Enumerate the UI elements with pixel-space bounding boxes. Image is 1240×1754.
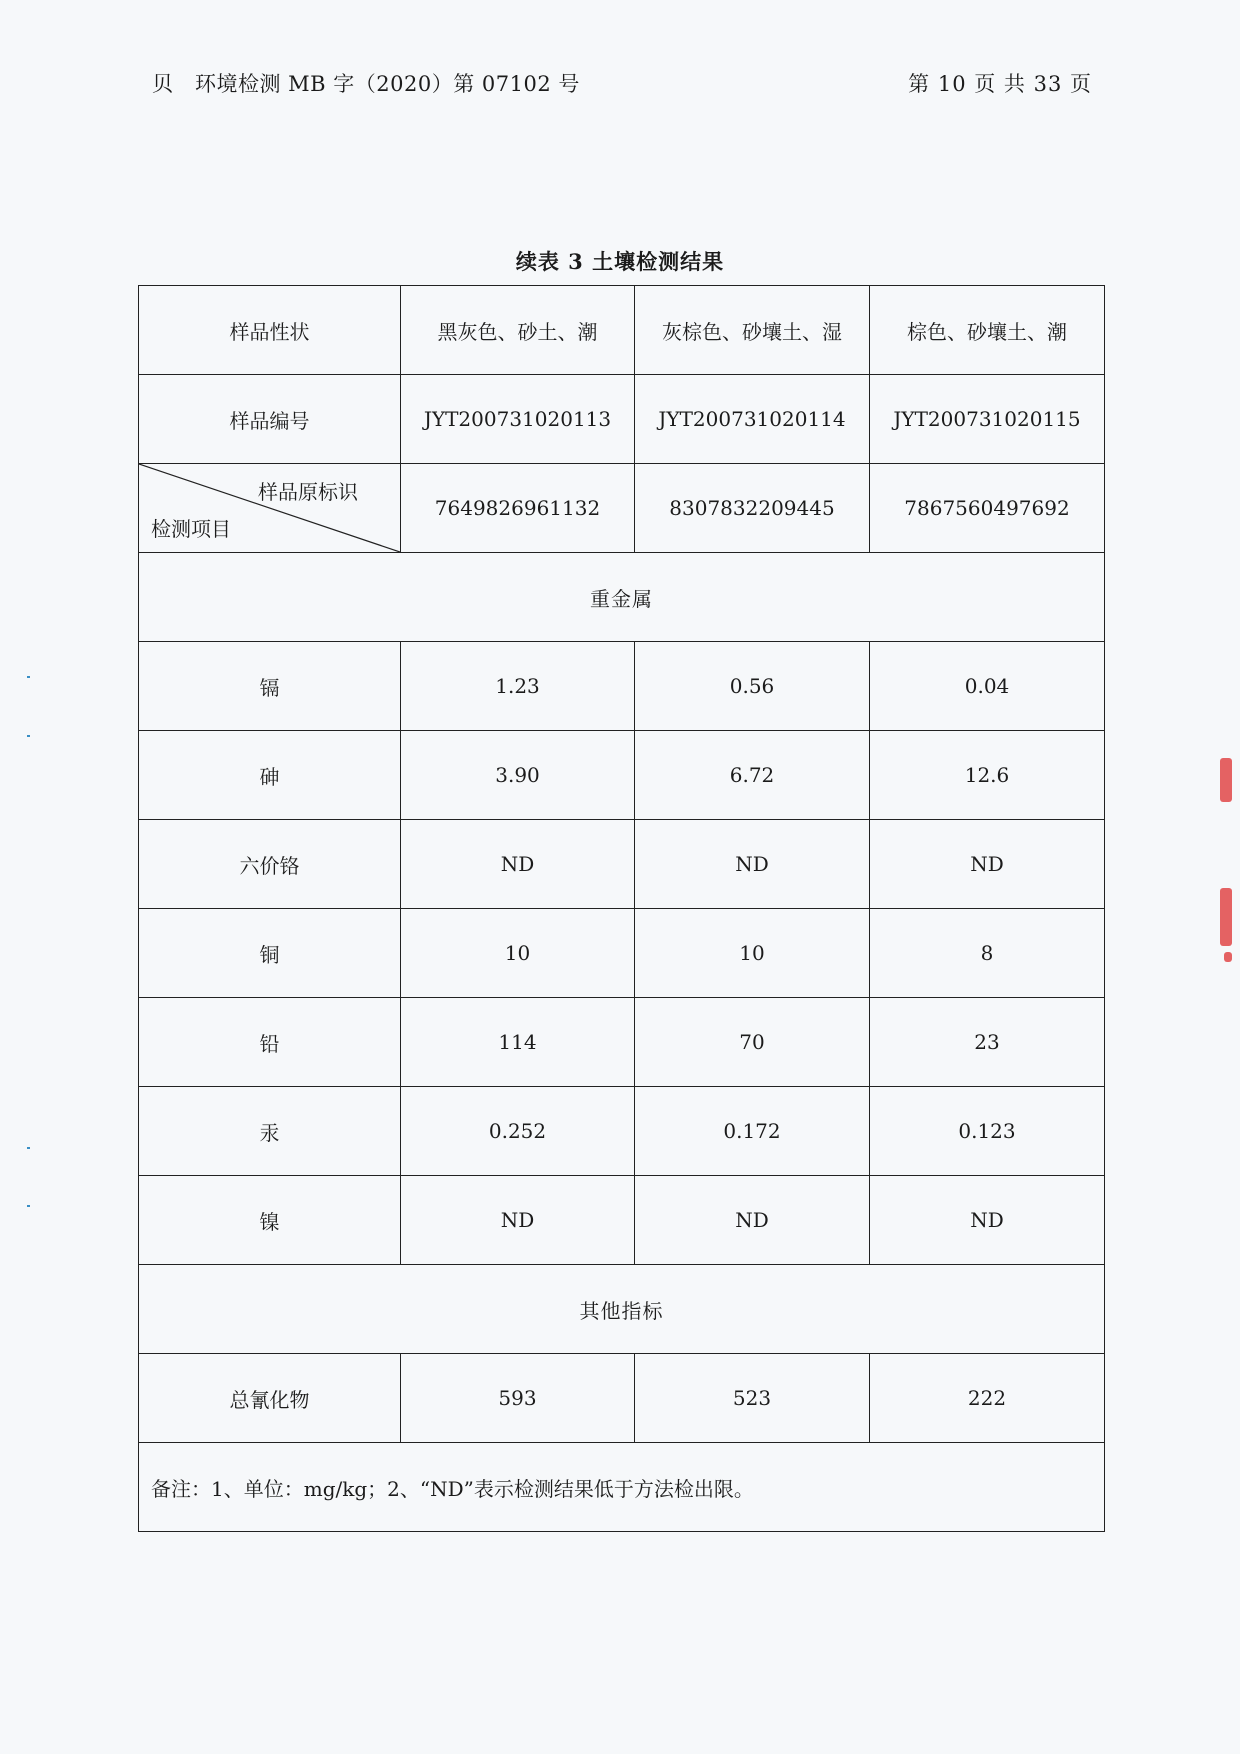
table-row <box>139 909 1105 998</box>
report-number: 贝 环境检测 MB 字（2020）第 07102 号 <box>152 72 580 96</box>
seal-fragment <box>1220 888 1232 946</box>
value-cell: 10 <box>635 909 870 998</box>
value-cell: 70 <box>635 998 870 1087</box>
table-row-sample-id <box>139 375 1105 464</box>
value-cell: 8 <box>870 909 1105 998</box>
soil-results-table <box>138 285 1105 1532</box>
original-id-cell: 7649826961132 <box>401 464 635 553</box>
value-cell: 23 <box>870 998 1105 1087</box>
value-cell: 593 <box>401 1354 635 1443</box>
section-title: 其他指标 <box>139 1265 1105 1354</box>
sample-state-cell: 灰棕色、砂壤土、湿 <box>635 286 870 375</box>
item-name-cell: 镍 <box>139 1176 401 1265</box>
value-cell: 0.56 <box>635 642 870 731</box>
diagonal-header-cell <box>139 464 401 553</box>
original-id-cell: 8307832209445 <box>635 464 870 553</box>
value-cell: ND <box>870 1176 1105 1265</box>
value-cell: 0.04 <box>870 642 1105 731</box>
value-cell: 3.90 <box>401 731 635 820</box>
section-row-other-indicators <box>139 1265 1105 1354</box>
item-name-cell: 六价铬 <box>139 820 401 909</box>
table-row <box>139 731 1105 820</box>
table-row <box>139 1087 1105 1176</box>
row-label-sample-state: 样品性状 <box>139 286 401 375</box>
value-cell: ND <box>870 820 1105 909</box>
value-cell: 12.6 <box>870 731 1105 820</box>
value-cell: 222 <box>870 1354 1105 1443</box>
table-row-original-id <box>139 464 1105 553</box>
scan-mark <box>27 1205 30 1207</box>
seal-fragment <box>1224 952 1232 962</box>
seal-fragment <box>1220 758 1232 802</box>
scan-mark <box>27 1147 30 1149</box>
item-name-cell: 铜 <box>139 909 401 998</box>
note-row <box>139 1443 1105 1532</box>
row-label-sample-id: 样品编号 <box>139 375 401 464</box>
sample-id-cell: JYT200731020113 <box>401 375 635 464</box>
value-cell: 0.172 <box>635 1087 870 1176</box>
value-cell: 10 <box>401 909 635 998</box>
value-cell: 0.123 <box>870 1087 1105 1176</box>
page-number: 第 10 页 共 33 页 <box>908 72 1092 96</box>
value-cell: ND <box>401 1176 635 1265</box>
item-name-cell: 镉 <box>139 642 401 731</box>
sample-id-cell: JYT200731020114 <box>635 375 870 464</box>
value-cell: ND <box>635 1176 870 1265</box>
item-name-cell: 砷 <box>139 731 401 820</box>
value-cell: ND <box>635 820 870 909</box>
scan-mark <box>27 735 30 737</box>
sample-state-cell: 棕色、砂壤土、潮 <box>870 286 1105 375</box>
table-row <box>139 820 1105 909</box>
table-row <box>139 642 1105 731</box>
table-row <box>139 1176 1105 1265</box>
table-title: 续表 3 土壤检测结果 <box>515 249 725 274</box>
value-cell: 6.72 <box>635 731 870 820</box>
section-title: 重金属 <box>139 553 1105 642</box>
table-row <box>139 998 1105 1087</box>
sample-id-cell: JYT200731020115 <box>870 375 1105 464</box>
sample-state-cell: 黑灰色、砂土、潮 <box>401 286 635 375</box>
item-name-cell: 铅 <box>139 998 401 1087</box>
table-row <box>139 1354 1105 1443</box>
item-name-cell: 汞 <box>139 1087 401 1176</box>
table-row-sample-state <box>139 286 1105 375</box>
value-cell: 523 <box>635 1354 870 1443</box>
original-id-cell: 7867560497692 <box>870 464 1105 553</box>
column-label-test-item: 检测项目 <box>151 517 231 541</box>
value-cell: 0.252 <box>401 1087 635 1176</box>
table-note: 备注：1、单位：mg/kg；2、“ND”表示检测结果低于方法检出限。 <box>139 1443 1105 1532</box>
section-row-heavy-metals <box>139 553 1105 642</box>
row-label-original-id: 样品原标识 <box>258 480 358 504</box>
scan-mark <box>27 676 30 678</box>
value-cell: 114 <box>401 998 635 1087</box>
item-name-cell: 总氰化物 <box>139 1354 401 1443</box>
value-cell: ND <box>401 820 635 909</box>
value-cell: 1.23 <box>401 642 635 731</box>
